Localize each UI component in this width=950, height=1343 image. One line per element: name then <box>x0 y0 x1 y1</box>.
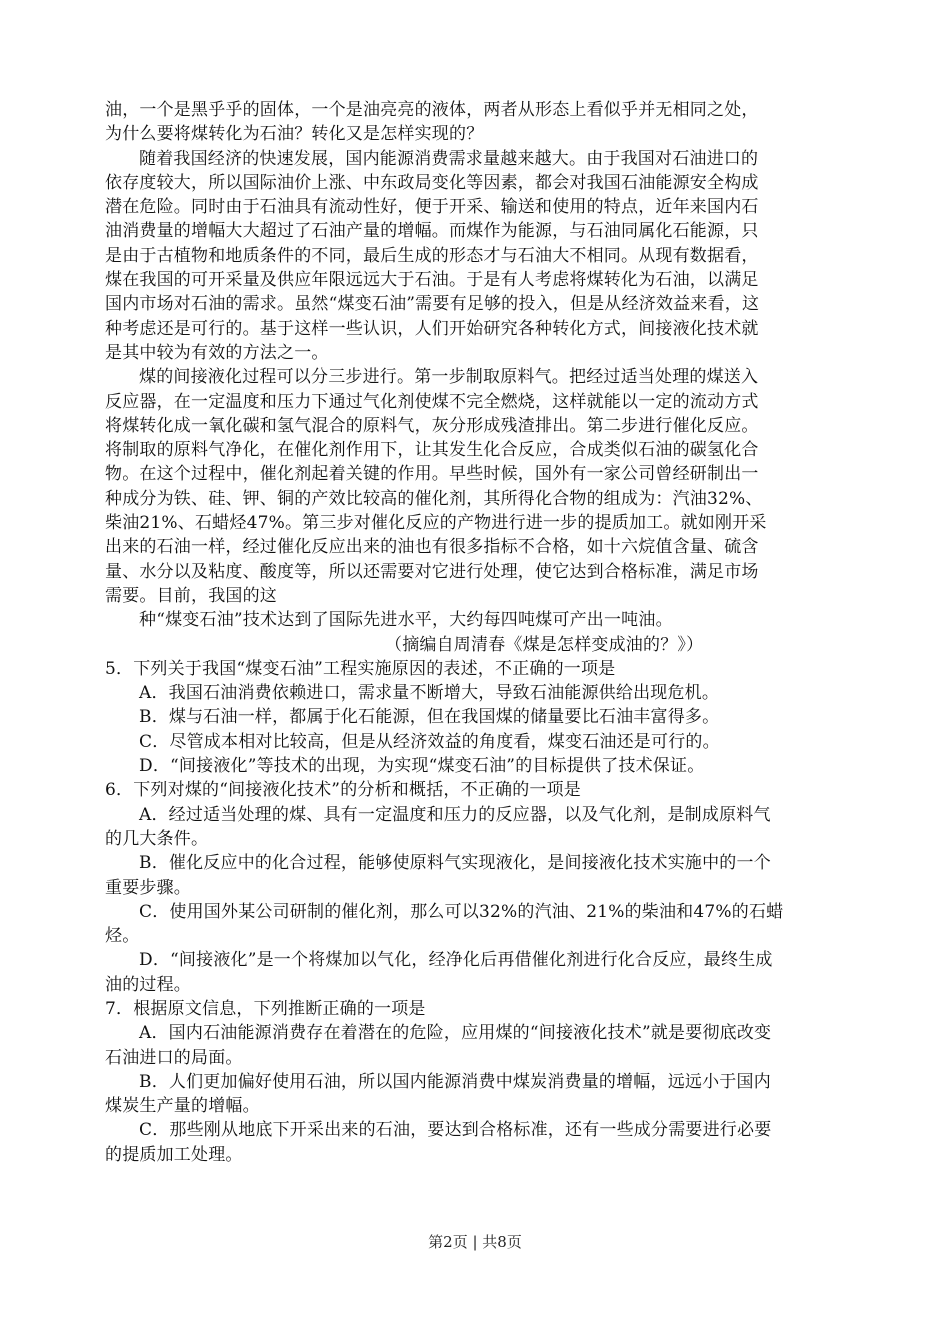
passage-line: 种成分为铁、硅、钾、铜的产效比较高的催化剂，其所得化合物的组成为：汽油32%、 <box>105 488 763 509</box>
option-a-continued: 石油进口的局面。 <box>105 1047 243 1068</box>
option-d-continued: 油的过程。 <box>105 974 191 995</box>
option-c-continued: 烃。 <box>105 926 140 947</box>
option-c-continued: 的提质加工处理。 <box>105 1144 243 1165</box>
passage-source: （摘编自周清春《煤是怎样变成油的？》） <box>385 634 704 655</box>
passage-line: 出来的石油一样，经过催化反应出来的油也有很多指标不合格，如十六烷值含量、硫含 <box>105 537 759 558</box>
passage-line: 潜在危险。同时由于石油具有流动性好，便于开采、输送和使用的特点，近年来国内石 <box>105 197 759 218</box>
passage-line: 油，一个是黑乎乎的固体，一个是油亮亮的液体，两者从形态上看似乎并无相同之处， <box>105 100 759 120</box>
passage <box>105 98 845 657</box>
passage-line: 是其中较为有效的方法之一。 <box>105 342 329 363</box>
passage-line: 种考虑还是可行的。基于这样一些认识，人们开始研究各种转化方式，间接液化技术就 <box>105 318 759 339</box>
passage-line: 种“煤变石油”技术达到了国际先进水平，大约每四吨煤可产出一吨油。 <box>139 610 673 631</box>
passage-line: 将煤转化成一氧化碳和氢气混合的原料气，灰分形成残渣排出。第二步进行催化反应。 <box>105 415 759 436</box>
passage-line: 为什么要将煤转化为石油？转化又是怎样实现的？ <box>105 124 484 145</box>
passage-line: 柴油21%、石蜡烃47%。第三步对催化反应的产物进行进一步的提质加工。就如刚开采 <box>105 513 767 534</box>
passage-line: 煤的间接液化过程可以分三步进行。第一步制取原料气。把经过适当处理的煤送入 <box>139 367 759 388</box>
question-stem: 6．下列对煤的“间接液化技术”的分析和概括，不正确的一项是 <box>105 780 581 801</box>
option-a: A．我国石油消费依赖进口，需求量不断增大，导致石油能源供给出现危机。 <box>139 683 720 704</box>
option-a: A．国内石油能源消费存在着潜在的危险，应用煤的“间接液化技术”就是要彻底改变 <box>139 1023 772 1044</box>
question-7 <box>105 997 845 1167</box>
option-a-continued: 的几大条件。 <box>105 828 209 849</box>
option-b: B．煤与石油一样，都属于化石能源，但在我国煤的储量要比石油丰富得多。 <box>139 707 720 728</box>
passage-line: 依存度较大，所以国际油价上涨、中东政局变化等因素，都会对我国石油能源安全构成 <box>105 172 759 193</box>
option-b-continued: 煤炭生产量的增幅。 <box>105 1096 260 1117</box>
option-d: D．“间接液化”等技术的出现，为实现“煤变石油”的目标提供了技术保证。 <box>139 756 705 777</box>
option-b: B．催化反应中的化合过程，能够使原料气实现液化，是间接液化技术实施中的一个 <box>139 853 771 874</box>
passage-line: 将制取的原料气净化，在催化剂作用下，让其发生化合反应，合成类似石油的碳氢化合 <box>105 440 759 461</box>
passage-line: 物。在这个过程中，催化剂起着关键的作用。早些时候，国外有一家公司曾经研制出一 <box>105 464 759 485</box>
passage-line: 油消费量的增幅大大超过了石油产量的增幅。而煤作为能源，与石油同属化石能源，只 <box>105 221 759 242</box>
passage-line: 随着我国经济的快速发展，国内能源消费需求量越来越大。由于我国对石油进口的 <box>139 148 759 169</box>
option-c: C．那些刚从地底下开采出来的石油，要达到合格标准，还有一些成分需要进行必要 <box>139 1120 772 1141</box>
option-b-continued: 重要步骤。 <box>105 877 191 898</box>
passage-line: 煤在我国的可开采量及供应年限远远大于石油。于是有人考虑将煤转化为石油，以满足 <box>105 270 759 291</box>
option-d: D．“间接液化”是一个将煤加以气化，经净化后再借催化剂进行化合反应，最终生成 <box>139 950 773 971</box>
passage-line: 需要。目前，我国的这 <box>105 585 277 606</box>
question-stem: 5．下列关于我国“煤变石油”工程实施原因的表述，不正确的一项是 <box>105 658 616 679</box>
question-stem: 7．根据原文信息，下列推断正确的一项是 <box>105 998 426 1019</box>
option-b: B．人们更加偏好使用石油，所以国内能源消费中煤炭消费量的增幅，远远小于国内 <box>139 1071 771 1092</box>
passage-line: 国内市场对石油的需求。虽然“煤变石油”需要有足够的投入，但是从经济效益来看，这 <box>105 294 760 315</box>
question-5 <box>105 657 845 778</box>
passage-line: 是由于古植物和地质条件的不同，最后生成的形态才与石油大不相同。从现有数据看， <box>105 245 759 266</box>
option-a: A．经过适当处理的煤、具有一定温度和压力的反应器，以及气化剂，是制成原料气 <box>139 804 771 825</box>
passage-line: 量、水分以及粘度、酸度等，所以还需要对它进行处理，使它达到合格标准，满足市场 <box>105 561 759 582</box>
page-number-footer: 第2页 | 共8页 <box>428 1233 522 1251</box>
passage-line: 反应器，在一定温度和压力下通过气化剂使煤不完全燃烧，这样就能以一定的流动方式 <box>105 391 759 412</box>
document-body <box>105 98 845 1167</box>
option-c: C．尽管成本相对比较高，但是从经济效益的角度看，煤变石油还是可行的。 <box>139 731 720 752</box>
question-6 <box>105 778 845 997</box>
option-c: C．使用国外某公司研制的催化剂，那么可以32%的汽油、21%的柴油和47%的石蜡 <box>139 901 784 922</box>
